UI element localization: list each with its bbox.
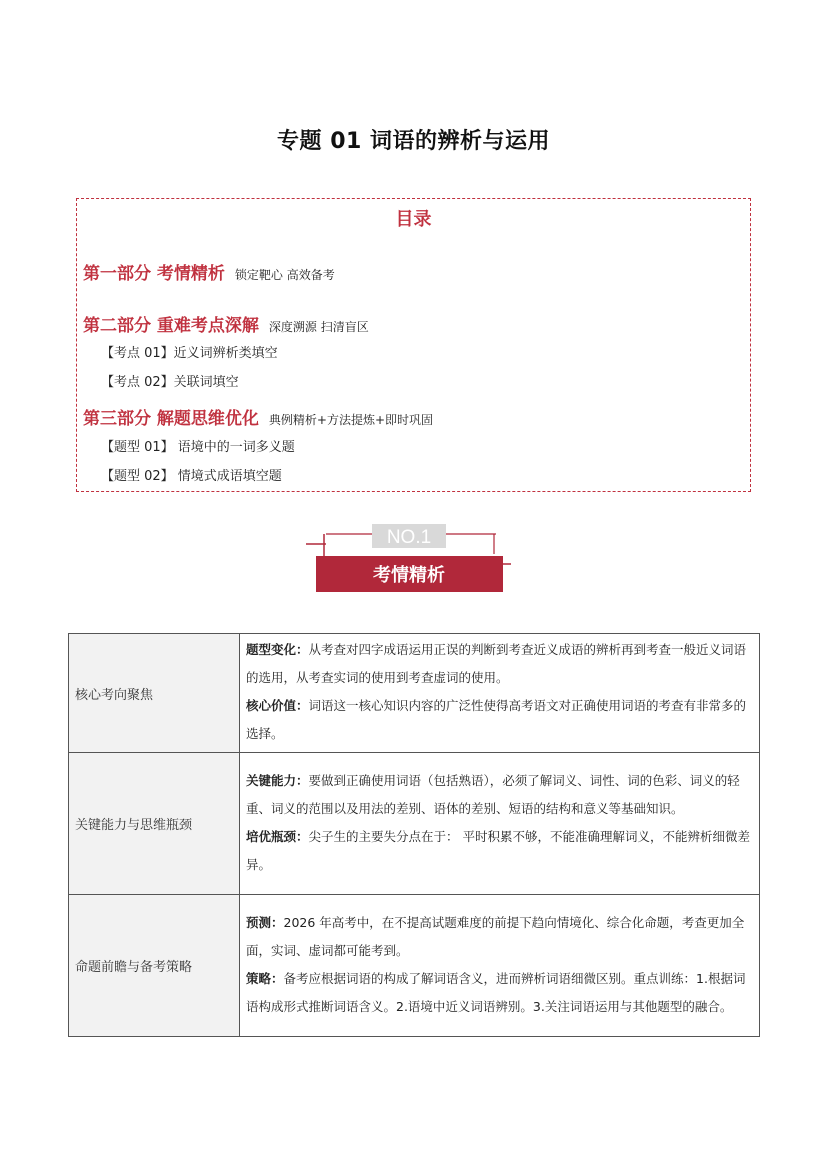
toc-part-subtitle: 典例精析+方法提炼+即时巩固 (268, 413, 434, 427)
section-banner (306, 520, 511, 594)
keyword: 核心价值： (246, 698, 309, 713)
content-paragraph (246, 692, 755, 748)
content-paragraph (246, 909, 755, 965)
toc-item-tixing-02[interactable]: 【题型 02】 情境式成语填空题 (101, 469, 282, 484)
toc-part-title: 第一部分 考情精析 (83, 264, 225, 284)
toc-item-tixing-01[interactable]: 【题型 01】 语境中的一词多义题 (101, 440, 295, 455)
banner-label: 考情精析 (373, 565, 445, 586)
keyword: 策略： (246, 970, 284, 986)
toc-part-2[interactable] (83, 311, 369, 336)
paragraph-text: 2026 年高考中，在不提高试题难度的前提下趋向情境化、综合化命题，考查更加全面，实词、虚词都可能考到。 (246, 914, 745, 958)
paragraph-text: 要做到正确使用词语（包括熟语），必须了解词义、词性、词的色彩、词义的轻重、词义的范围以及用法的差别、语体的差别、短语的结构和意义等基础知识。 (246, 772, 740, 816)
table-row (69, 753, 760, 895)
toc-item-kaodian-02[interactable]: 【考点 02】关联词填空 (101, 375, 239, 390)
row-content (240, 753, 760, 895)
toc-item-kaodian-01[interactable]: 【考点 01】近义词辨析类填空 (101, 346, 278, 361)
row-content (240, 634, 760, 753)
table-row (69, 895, 760, 1037)
content-paragraph (246, 767, 755, 823)
page-title: 专题 01 词语的辨析与运用 (277, 129, 550, 154)
paragraph-text: 从考查对四字成语运用正误的判断到考查近义成语的辨析再到考查一般近义词语的选用，从考查实词的使用到考查虚词的使用。 (246, 642, 747, 685)
paragraph-text: 备考应根据词语的构成了解词语含义，进而辨析词语细微区别。重点训练：1.根据词语构成形式推断词语含义。2.语境中近义词语辨别。3.关注词语运用与其他题型的融合。 (246, 970, 746, 1014)
table-row (69, 634, 760, 753)
toc-part-title: 第三部分 解题思维优化 (83, 409, 259, 429)
exam-analysis-table (68, 633, 760, 1037)
row-label: 核心考向聚焦 (69, 634, 240, 753)
paragraph-text: 词语这一核心知识内容的广泛性使得高考语文对正确使用词语的考查有非常多的选择。 (246, 698, 747, 741)
toc-part-1[interactable] (83, 259, 335, 284)
row-label: 命题前瞻与备考策略 (69, 895, 240, 1037)
content-paragraph (246, 823, 755, 879)
keyword: 预测： (246, 914, 284, 930)
toc-part-subtitle: 锁定靶心 高效备考 (234, 268, 335, 282)
keyword: 培优瓶颈： (246, 828, 309, 844)
toc-part-3[interactable] (83, 404, 433, 429)
banner-number: NO.1 (386, 527, 432, 548)
paragraph-text: 尖子生的主要失分点在于： 平时积累不够，不能准确理解词义，不能辨析细微差异。 (246, 828, 750, 872)
row-label: 关键能力与思维瓶颈 (69, 753, 240, 895)
toc-heading: 目录 (395, 209, 432, 230)
keyword: 关键能力： (246, 772, 309, 788)
keyword: 题型变化： (246, 642, 309, 657)
table-of-contents (76, 198, 751, 492)
toc-part-title: 第二部分 重难考点深解 (83, 316, 259, 336)
toc-part-subtitle: 深度溯源 扫清盲区 (268, 320, 369, 334)
row-content (240, 895, 760, 1037)
content-paragraph (246, 965, 755, 1021)
content-paragraph (246, 636, 755, 692)
